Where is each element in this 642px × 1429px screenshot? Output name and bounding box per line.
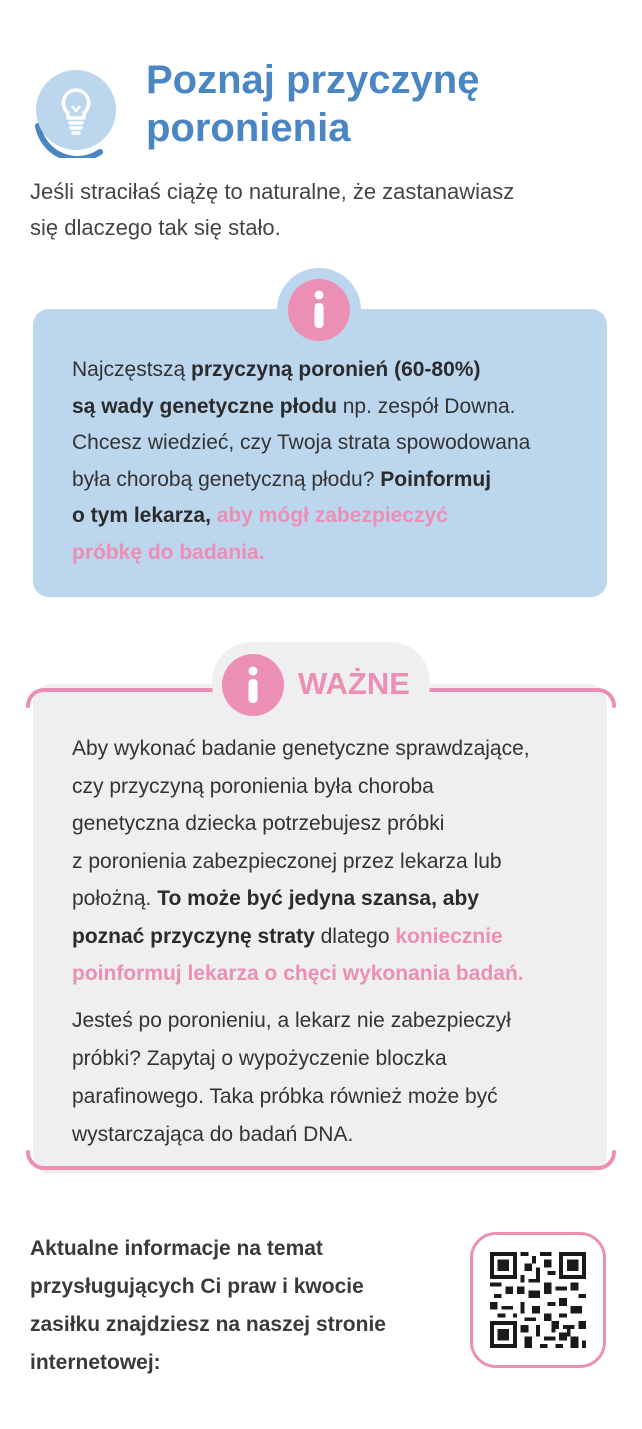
qr-code-icon[interactable] (490, 1252, 586, 1348)
intro-text: Jeśli straciłaś ciążę to naturalne, że zastanawiasz się dlaczego tak się stało. (30, 179, 515, 240)
lightbulb-icon (28, 66, 120, 158)
page-title: Poznaj przyczynę poronienia (146, 58, 480, 150)
qr-code-frame[interactable] (470, 1232, 606, 1368)
info-icon (277, 268, 361, 352)
important-heading: WAŻNE (298, 666, 410, 701)
important-paragraph-1: Aby wykonać badanie genetyczne sprawdzające, czy przyczyną poronienia była choroba genetyczna dziecka potrzebujesz próbki z poronienia zabezpieczonej przez lekarza lub położną. To może być jedyna szansa, aby poznać przyczynę straty dlatego koniecznie poinformuj lekarza o chęci wykonania badań. (72, 737, 530, 985)
info-icon (222, 654, 284, 716)
important-paragraph-2: Jesteś po poronieniu, a lekarz nie zabezpieczył próbki? Zapytaj o wypożyczenie bloczka parafinowego. Taka próbka również może być wystarczająca do badań DNA. (72, 1009, 511, 1146)
footer-text: Aktualne informacje na temat przysługujących Ci praw i kwocie zasiłku znajdziesz na naszej stronie internetowej: (30, 1237, 386, 1374)
info-text: Najczęstszą przyczyną poronień (60-80%) są wady genetyczne płodu np. zespół Downa. Chcesz wiedzieć, czy Twoja strata spowodowana była chorobą genetyczną płodu? Poinformuj o tym lekarza, aby mógł zabezpieczyć próbkę do badania. (72, 358, 531, 564)
header (28, 52, 628, 162)
